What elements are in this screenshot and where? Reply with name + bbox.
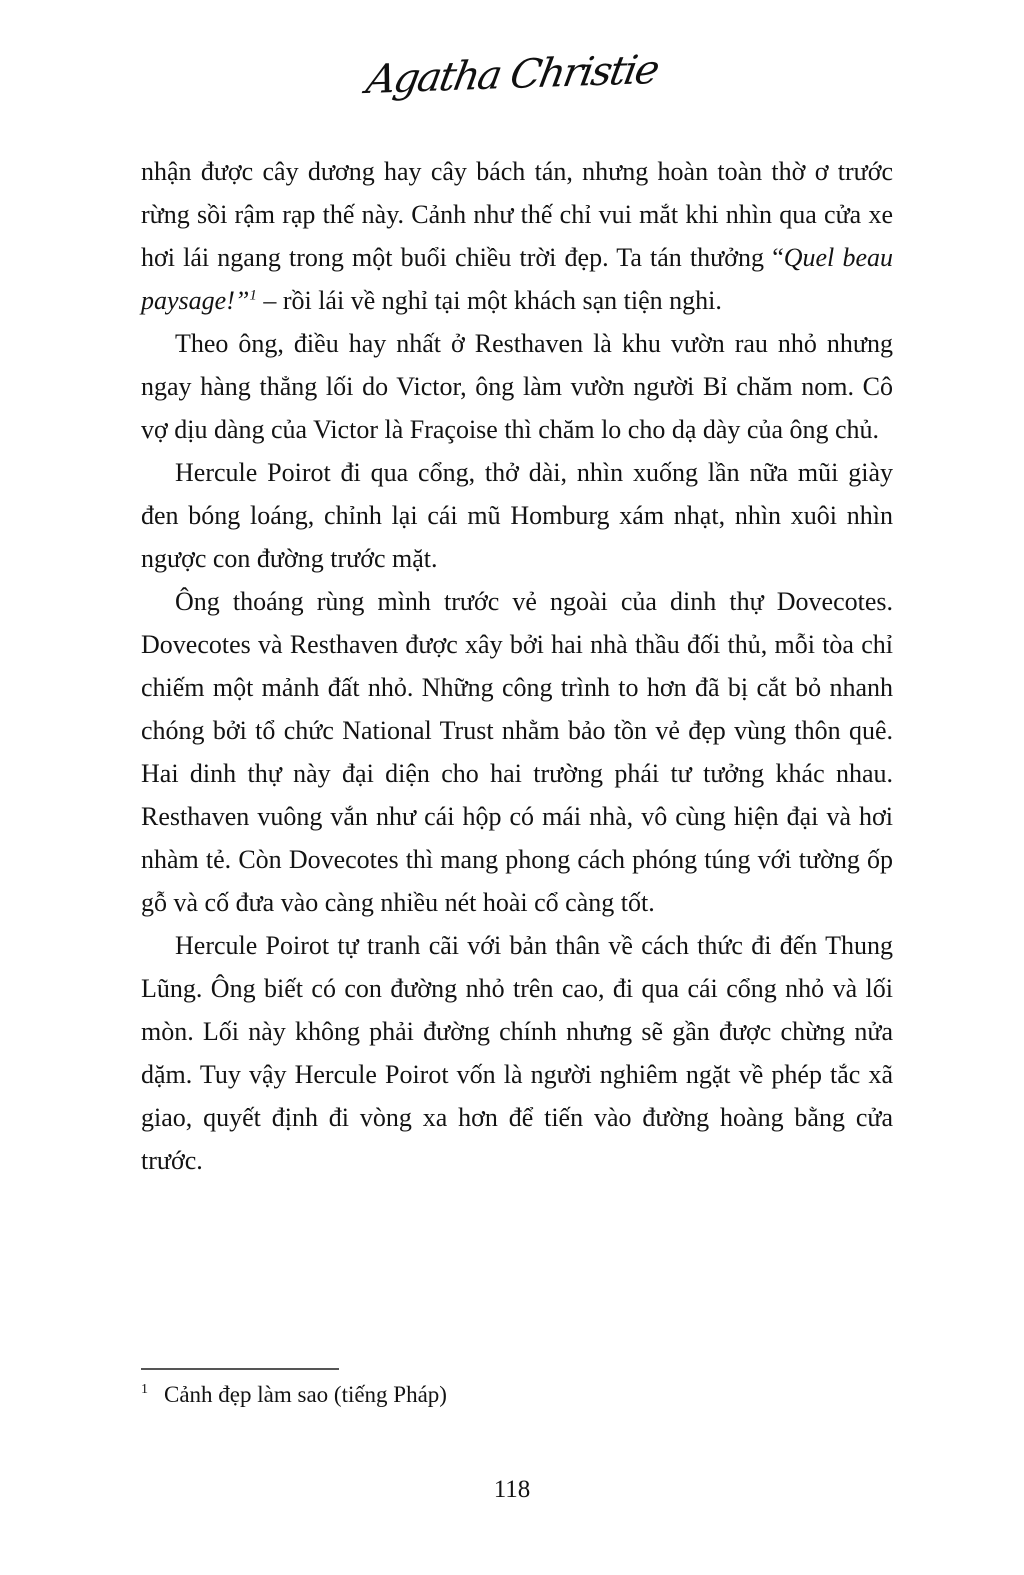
footnote-reference: 1 (249, 287, 257, 304)
paragraph: Hercule Poirot đi qua cổng, thở dài, nhìn xuống lần nữa mũi giày đen bóng loáng, chỉnh lại cái mũ Homburg xám nhạt, nhìn xuôi nhìn ngược con đường trước mặt. (141, 458, 893, 573)
agatha-christie-signature: Agatha Christie (362, 46, 662, 104)
body-text (141, 150, 893, 1182)
paragraph: Ông thoáng rùng mình trước vẻ ngoài của dinh thự Dovecotes. Dovecotes và Resthaven được xây bởi hai nhà thầu đối thủ, mỗi tòa chỉ chiếm một mảnh đất nhỏ. Những công trình to hơn đã bị cắt bỏ nhanh chóng bởi tổ chức National Trust nhằm bảo tồn vẻ đẹp vùng thôn quê. Hai dinh thự này đại diện cho hai trường phái tư tưởng khác nhau. Resthaven vuông vắn như cái hộp có mái nhà, vô cùng hiện đại và hơi nhàm tẻ. Còn Dovecotes thì mang phong cách phóng túng với tường ốp gỗ và cố đưa vào càng nhiều nét hoài cổ càng tốt. (141, 587, 893, 917)
author-signature (0, 46, 1024, 104)
footnote (141, 1368, 893, 1411)
paragraph-text: nhận được cây dương hay cây bách tán, nhưng hoàn toàn thờ ơ trước rừng sồi rậm rạp thế này. Cảnh như thế chỉ vui mắt khi nhìn qua cửa xe hơi lái ngang trong một buổi chiều trời đẹp. Ta tán thưởng “ (141, 157, 893, 272)
french-phrase-italic: Quel beau paysage!” (141, 243, 893, 315)
page-number: 118 (493, 1476, 531, 1503)
footnote-divider (141, 1368, 339, 1370)
footnote-marker: 1 (141, 1382, 148, 1398)
footnote-text-line (141, 1379, 893, 1411)
footnote-text: Cảnh đẹp làm sao (tiếng Pháp) (164, 1382, 447, 1407)
paragraph: Hercule Poirot tự tranh cãi với bản thân về cách thức đi đến Thung Lũng. Ông biết có con đường nhỏ trên cao, đi qua cái cổng nhỏ và lối mòn. Lối này không phải đường chính nhưng sẽ gần được chừng nửa dặm. Tuy vậy Hercule Poirot vốn là người nghiêm ngặt về phép tắc xã giao, quyết định đi vòng xa hơn để tiến vào đường hoàng bằng cửa trước. (141, 931, 893, 1175)
paragraph (141, 150, 893, 322)
paragraph: Theo ông, điều hay nhất ở Resthaven là khu vườn rau nhỏ nhưng ngay hàng thẳng lối do Victor, ông làm vườn người Bỉ chăm nom. Cô vợ dịu dàng của Victor là Fraçoise thì chăm lo cho dạ dày của ông chủ. (141, 329, 893, 444)
paragraph-text: – rồi lái về nghỉ tại một khách sạn tiện nghi. (256, 286, 722, 315)
